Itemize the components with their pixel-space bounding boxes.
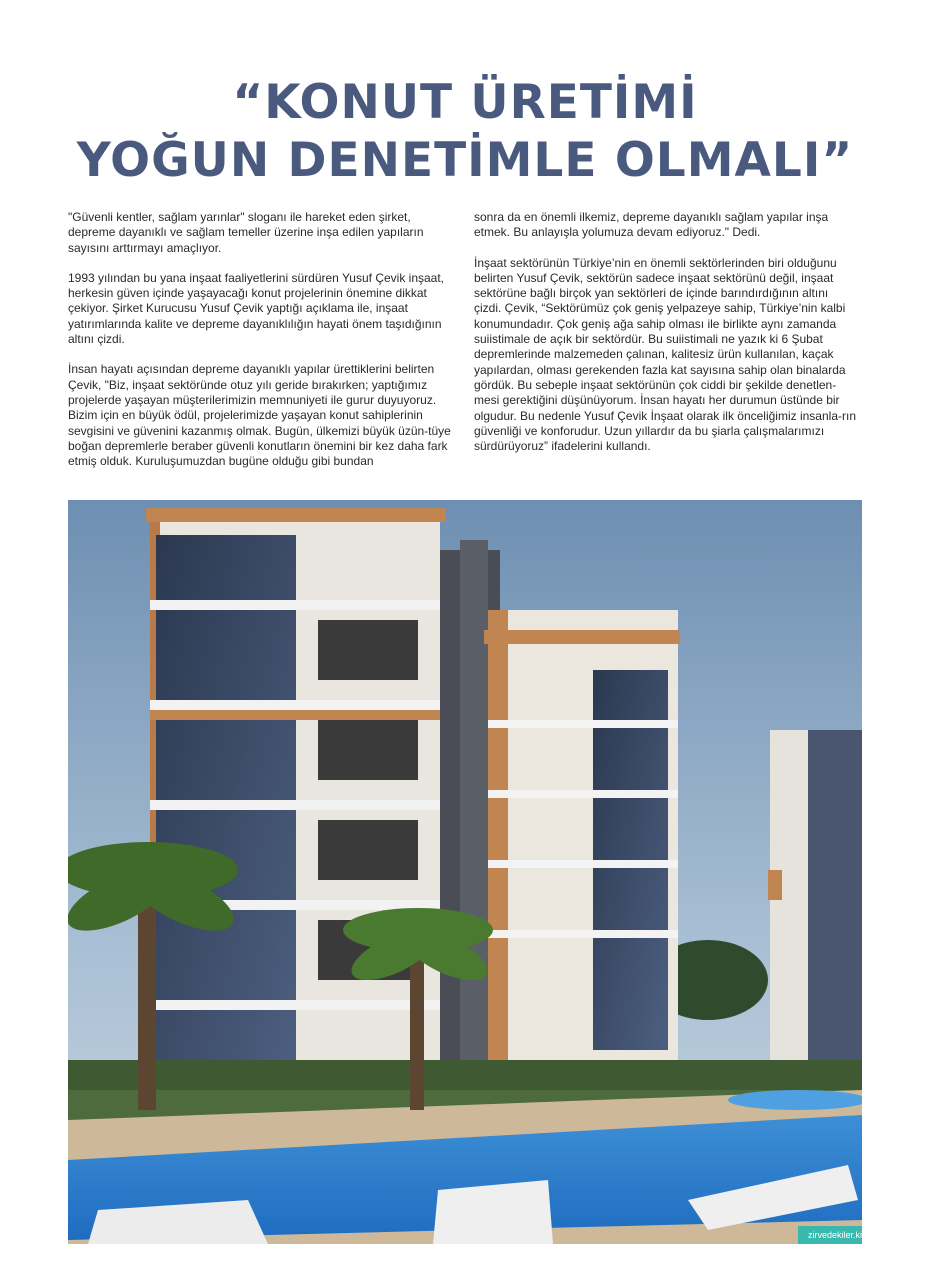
- paragraph: 1993 yılından bu yana inşaat faaliyetlerini sürdüren Yusuf Çevik inşaat, herkesin güven içinde yaşayacağı konut projelerinin önemine dikkat çekiyor. Şirket Kurucusu Yusuf Çevik yaptığı açıklama ile, inşaat yatırımlarında kalite ve depreme dayanıklılığın hayati önem taşıdığının altını çizdi.: [68, 270, 445, 347]
- paragraph: "Güvenli kentler, sağlam yarınlar" sloganı ile hareket eden şirket, depreme dayanıklı ve sağlam temeller üzerine inşa edilen yapıların sayısını arttırmayı amaçlıyor.: [68, 210, 424, 255]
- footer-site: zirvedekiler.kim: [808, 1230, 870, 1240]
- paragraph: İnşaat sektörünün Türkiye’nin en önemli sektörlerinden biri olduğunu belirten Yusuf Çevik, sektörün sadece inşaat sektörünü değil, inşaat sektörüne bağlı birçok yan sektörleri de içinde barındırdığının altını çizdi. Çevik, “Sektörümüz çok geniş yelpazeye sahip, Türkiye’nin kalbi konumundadır. Çok geniş ağa sahip olması ile birlikte aynı zamanda suiistimale de açık bir sektördür. Bu suiistimali ne yazık ki 6 Şubat depremlerinde malzemeden çalınan, kalitesiz ürün kullanılan, kaçak yapılardan, olması gerekenden fazla kat sayısına sahip olan binalarda gördük. Bu sebeple inşaat sektörünün çok ciddi bir şekilde denetlen-mesi gerektiğini düşünüyorum. İnsan hayatı her durumun üstünde bir olgudur. Bu nedenle Yusuf Çevik İnşaat olarak ilk önceliğimiz insanla-rın güvenliği ve konforudur. Uzun yıllardır da bu şiarla çalışmalarımızı sürdürüyoruz” ifadelerini kullandı.: [474, 255, 856, 454]
- headline-line-2: YOĞUN DENETİMLE OLMALI”: [76, 133, 854, 188]
- paragraph: sonra da en önemli ilkemiz, depreme dayanıklı sağlam yapılar inşa etmek. Bu anlayışla yolumuza devam ediyoruz." Dedi.: [474, 210, 829, 240]
- headline-line-1: “KONUT ÜRETİMİ: [232, 75, 698, 130]
- building-rendering-photo: [68, 500, 862, 1244]
- footer-divider: [875, 1230, 876, 1240]
- body-column-left: [68, 210, 452, 484]
- page-number: 13: [880, 1230, 891, 1240]
- page-footer: [808, 1228, 891, 1242]
- paragraph: İnsan hayatı açısından depreme dayanıklı yapılar ürettiklerini belirten Çevik, "Biz, inşaat sektöründe otuz yılı geride bırakırken; yaptığımız projelerde yaşayan müşterilerimizin memnuniyeti ile gurur duyuyoruz. Bizim için en büyük ödül, projelerimizde yaşayan konut sahiplerinin sevgisini ve güvenini kazanmış olmak. Bugün, ülkemizi büyük üzün-tüye boğan depremlerle beraber güvenli konutların önemini bir kez daha fark etmiş olduk. Kuruluşumuzdan bugüne olduğu gibi bundan: [68, 362, 451, 469]
- body-column-right: [474, 210, 858, 469]
- article-headline: [60, 74, 870, 190]
